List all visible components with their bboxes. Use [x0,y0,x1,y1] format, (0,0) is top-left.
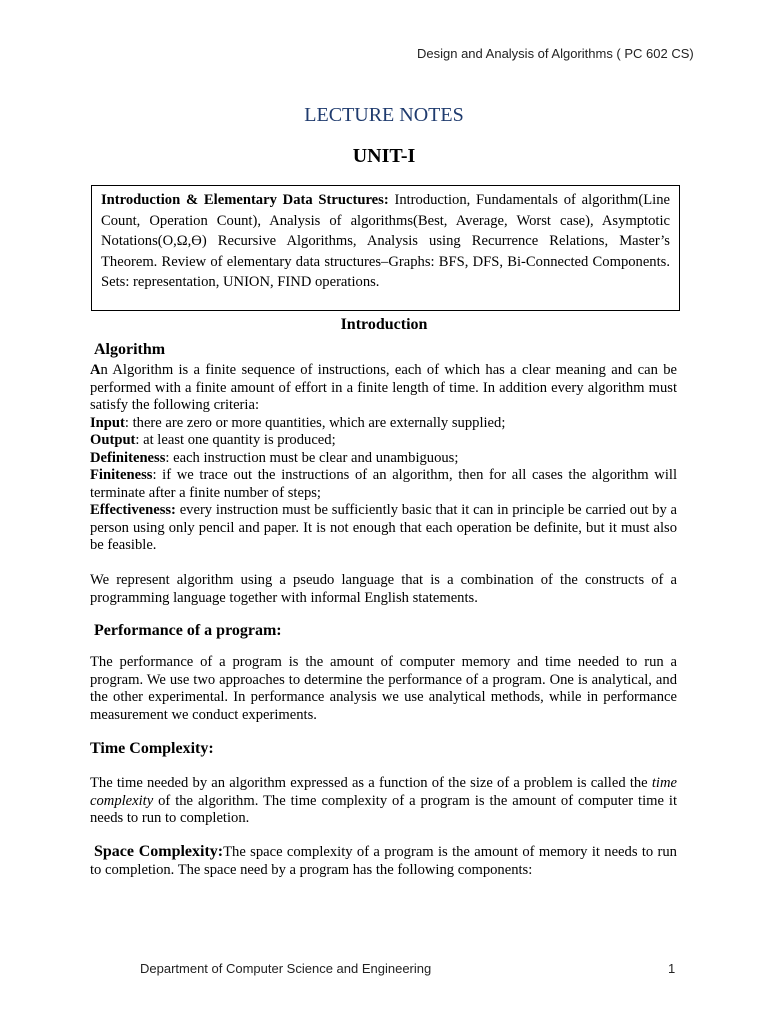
syllabus-box [91,185,680,311]
criterion-effectiveness [90,502,677,555]
time-complexity-term: time complexity [90,775,677,809]
syllabus-heading: Introduction & Elementary Data Structures: [101,192,389,208]
time-complexity-text-before: The time needed by an algorithm expressed as a function of the size of a problem is called the [90,775,652,791]
criterion-text: : there are zero or more quantities, which are externally supplied; [124,414,506,431]
algorithm-section [90,362,677,555]
criterion-output [90,432,677,450]
criterion-text: every instruction must be sufficiently basic that it can in principle be carried out by a person using only pencil and paper. It is not enough that each operation be definite, but it must also be feasible. [90,502,677,553]
time-complexity-paragraph [90,775,677,828]
introduction-heading: Introduction [340,316,428,333]
performance-heading: Performance of a program: [94,622,282,639]
criterion-finiteness [90,467,677,502]
criterion-term: Finiteness [90,467,153,483]
time-complexity-heading: Time Complexity: [90,740,214,757]
criterion-term: Effectiveness: [90,502,176,518]
criterion-term: Definiteness [90,449,166,466]
criterion-term: Output [90,432,136,448]
page-number: 1 [668,961,676,976]
space-complexity-text: The space complexity of a program is the amount of memory it needs to run to completion. The space need by a program has the following components: [90,844,677,878]
algorithm-definition-text: n Algorithm is a finite sequence of instructions, each of which has a clear meaning and can be performed with a finite amount of effort in a finite length of time. In addition every algorithm must satisfy the following criteria: [90,362,677,413]
dropcap-letter: A [90,362,101,378]
criterion-definiteness [90,450,677,468]
time-complexity-text-after: of the algorithm. The time complexity of a program is the amount of computer time it needs to run to completion. [90,792,677,826]
pseudo-language-paragraph: We represent algorithm using a pseudo language that is a combination of the constructs of a programming language together with informal English statements. [90,572,677,606]
criterion-text: : at least one quantity is produced; [135,432,336,448]
syllabus-body: Introduction, Fundamentals of algorithm(Line Count, Operation Count), Analysis of algorithms(Best, Average, Worst case), Asymptotic Notations(O,Ω,ϴ) Recursive Algorithms, Analysis using Recurrence Relations, Master’s Theorem. Review of elementary data structures–Graphs: BFS, DFS, Bi-Connected Components. Sets: representation, UNION, FIND operations. [101,192,670,291]
algorithm-heading: Algorithm [94,341,166,358]
space-complexity-heading: Space Complexity: [94,843,224,860]
criterion-input [90,415,677,433]
page-header: Design and Analysis of Algorithms ( PC 602 CS) [417,46,694,61]
criterion-text: : if we trace out the instructions of an algorithm, then for all cases the algorithm will terminate after a finite number of steps; [90,467,677,501]
unit-title: UNIT-I [352,145,416,167]
algorithm-definition [90,362,677,415]
page-title: LECTURE NOTES [304,104,464,126]
performance-paragraph: The performance of a program is the amount of computer memory and time needed to run a program. We use two approaches to determine the performance of a program. One is analytical, and the other experimental. In performance analysis we use analytical methods, while in performance measurement we conduct experiments. [90,654,677,723]
footer-department: Department of Computer Science and Engineering [140,961,432,976]
criterion-term: Input [90,414,125,431]
space-complexity-paragraph [90,843,677,879]
criterion-text: : each instruction must be clear and unambiguous; [165,449,459,466]
